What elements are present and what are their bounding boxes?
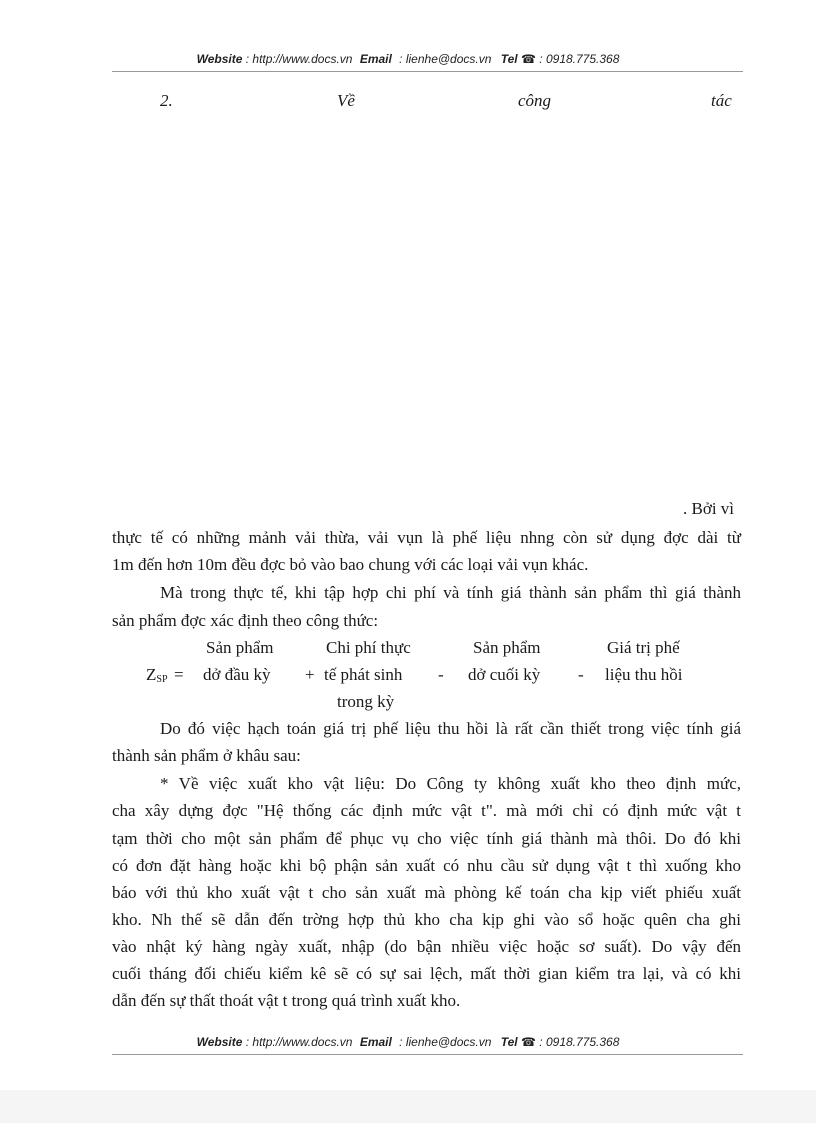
header-rule bbox=[112, 71, 743, 72]
text-line: Do đó việc hạch toán giá trị phế liệu thu hồi là rất cần thiết trong việc tính giá bbox=[160, 719, 741, 738]
website-label: Website bbox=[196, 52, 243, 66]
formula-col2-line3: trong kỳ bbox=[337, 692, 395, 711]
text-line: thực tế có những mảnh vải thừa, vải vụn là phế liệu nhng còn sử dụng đợc dài từ bbox=[112, 528, 741, 547]
email-address: : lienhe@docs.vn bbox=[399, 1035, 492, 1049]
text-line: cha xây dựng đợc "Hệ thống các định mức vật t". mà mới chỉ có định mức vật t bbox=[112, 801, 741, 820]
text-line: thành sản phẩm ở khâu sau: bbox=[112, 746, 301, 765]
page-footer bbox=[0, 1035, 816, 1049]
section-number: 2. bbox=[160, 91, 173, 110]
formula-col1-line1: Sản phẩm bbox=[206, 638, 274, 657]
website-url: : http://www.docs.vn bbox=[245, 1035, 353, 1049]
heading-word-tac: tác bbox=[711, 91, 732, 110]
text-line: vào nhật ký hàng ngày xuất, nhập (do bận nhiều việc hoặc sơ suất). Do vậy đến bbox=[112, 937, 741, 956]
formula-equals: = bbox=[174, 665, 184, 684]
tel-number: : 0918.775.368 bbox=[539, 52, 620, 66]
email-label: Email bbox=[359, 1035, 392, 1049]
formula-minus: - bbox=[578, 665, 584, 684]
text-line: * Về việc xuất kho vật liệu: Do Công ty không xuất kho theo định mức, bbox=[160, 774, 741, 793]
text-line: kho. Nh thế sẽ dẫn đến trờng hợp thủ kho cha kịp ghi vào sổ hoặc quên cha ghi bbox=[112, 910, 741, 929]
tel-number: : 0918.775.368 bbox=[539, 1035, 620, 1049]
email-address: : lienhe@docs.vn bbox=[399, 52, 492, 66]
text-line: Mà trong thực tế, khi tập hợp chi phí và tính giá thành sản phẩm thì giá thành bbox=[160, 583, 741, 602]
phone-icon: ☎ bbox=[521, 52, 536, 66]
formula-plus: + bbox=[305, 665, 315, 684]
formula-col1-line2: dở đầu kỳ bbox=[203, 665, 271, 684]
text-line: báo với thủ kho xuất vật t cho sản xuất mà phòng kế toán cha kịp viết phiếu xuất bbox=[112, 883, 741, 902]
email-label: Email bbox=[359, 52, 392, 66]
page-header bbox=[0, 52, 816, 66]
website-url: : http://www.docs.vn bbox=[245, 52, 353, 66]
text-line: dẫn đến sự thất thoát vật t trong quá trình xuất kho. bbox=[112, 991, 461, 1010]
phone-icon: ☎ bbox=[521, 1035, 536, 1049]
formula-col4-line2: liệu thu hồi bbox=[605, 665, 683, 684]
tel-label: Tel bbox=[500, 1035, 518, 1049]
text-line: 1m đến hơn 10m đều đợc bỏ vào bao chung với các loại vải vụn khác. bbox=[112, 555, 589, 574]
formula-minus: - bbox=[438, 665, 444, 684]
heading-word-ve: Về bbox=[337, 91, 355, 110]
text-line: có đơn đặt hàng hoặc khi bộ phận sản xuất có nhu cầu sử dụng vật t thì xuống kho bbox=[112, 856, 741, 875]
formula-col2-line2: tế phát sinh bbox=[324, 665, 403, 684]
text-line: cuối tháng đối chiếu kiểm kê sẽ có sự sai lệch, mất thời gian kiểm tra lại, và có khi bbox=[112, 964, 741, 983]
tel-label: Tel bbox=[500, 52, 518, 66]
paragraph-fragment: . Bởi vì bbox=[683, 499, 735, 518]
page-bottom-band bbox=[0, 1090, 816, 1123]
text-line: sản phẩm đợc xác định theo công thức: bbox=[112, 611, 379, 630]
heading-word-cong: công bbox=[518, 91, 552, 110]
formula-col4-line1: Giá trị phế bbox=[607, 638, 680, 657]
formula-col3-line1: Sản phẩm bbox=[473, 638, 541, 657]
footer-rule bbox=[112, 1054, 743, 1055]
website-label: Website bbox=[196, 1035, 243, 1049]
text-line: tạm thời cho một sản phẩm để phục vụ cho việc tính giá thành mà thôi. Do đó khi bbox=[112, 829, 741, 848]
formula-col2-line1: Chi phí thực bbox=[326, 638, 411, 657]
formula-col3-line2: dở cuối kỳ bbox=[468, 665, 541, 684]
formula-z-symbol: $Z_{SP}$ bbox=[146, 665, 168, 685]
